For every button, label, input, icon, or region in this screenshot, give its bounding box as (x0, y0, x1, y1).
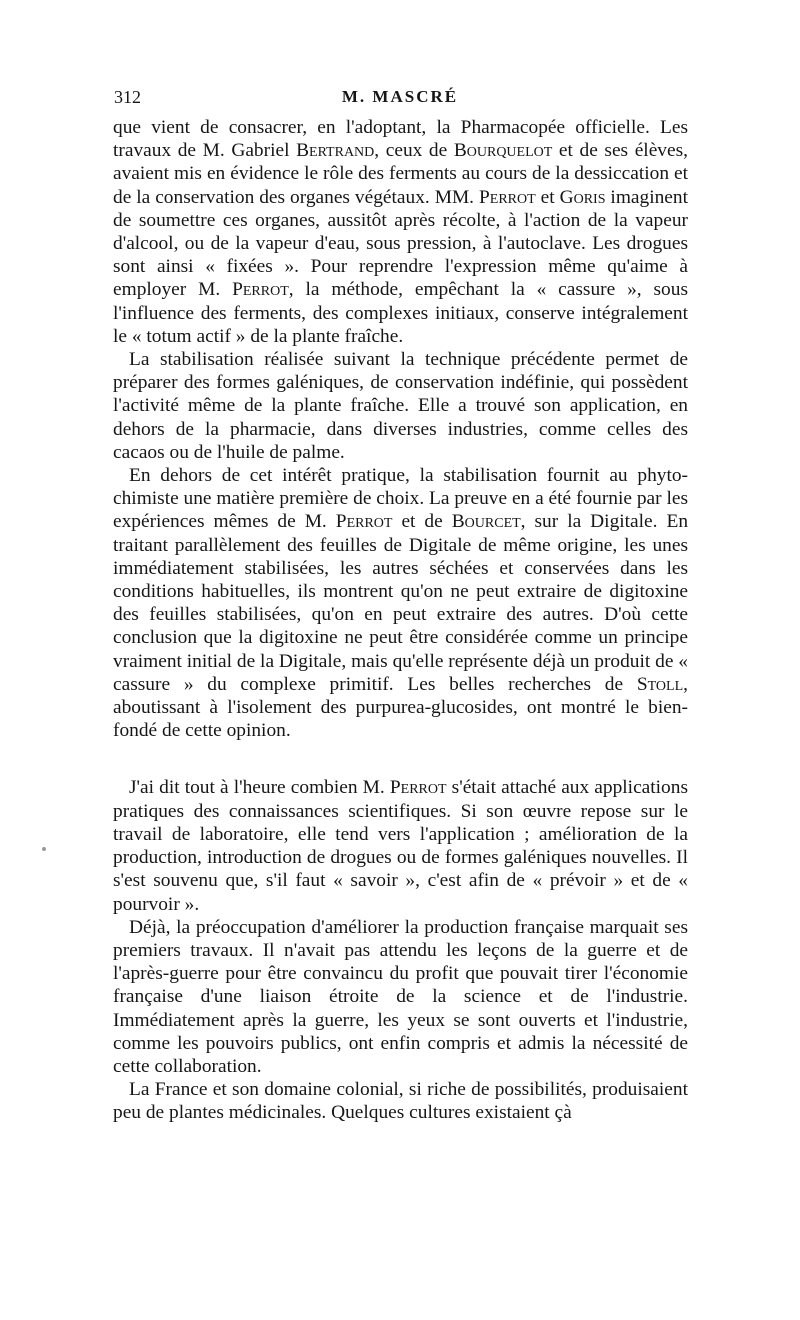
paragraph (113, 1078, 688, 1124)
author-name: Perrot (335, 511, 393, 533)
text-run: et de ses élèves, avaient mis en évidence le rôle des ferments au cours de la dessiccation et de la conservation des organes végétaux. MM. (113, 140, 688, 208)
running-title: M. MASCRÉ (341, 87, 459, 106)
text-run: s'était attaché aux applications pratiques des connaissances scientifiques. Si son œuvre repose sur le travail de laboratoire, elle tend vers l'application ; amélioration de la production, introduction de drogues ou de formes galéniques nouvelles. Il s'est souvenu que, s'il faut « savoir », c'est afin de « prévoir » et de « pourvoir ». (113, 777, 688, 915)
author-name: Stoll (636, 673, 684, 695)
text-run: et (535, 186, 560, 208)
author-name: Perrot (478, 186, 536, 208)
paragraph (113, 776, 688, 915)
text-run: imaginent de soumettre ces organes, aussitôt après récolte, à l'action de la vapeur d'alcool, ou de la vapeur d'eau, sous pression, à l'autoclave. Les drogues sont ainsi « fixées ». Pour reprendre l'expression même qu'aime à employer M. (113, 186, 688, 301)
author-name: Perrot (389, 777, 447, 799)
text-run: , sur la Digitale. En traitant parallèlement des feuilles de Digitale de même origine, les unes immédiatement stabilisées, les autres séchées et conservées dans les conditions habituelles, ils montrent qu'on ne peut extraire de digitoxine des feuilles stabilisées, qu'on en peut extraire des autres. D'où cette conclusion que la digitoxine ne peut être considérée comme un principe vraiment initial de la Digitale, mais qu'elle représente déjà un produit de « cassure » du complexe primitif. Les belles recherches de (113, 511, 689, 695)
text-run: Déjà, la préoccupation d'améliorer la production française marquait ses premiers travaux. Il n'avait pas attendu les leçons de la guerre et de l'après-guerre pour être convaincu du profit que pouvait tirer l'économie française d'une liaison étroite de la science et de l'industrie. Immédiatement après la guerre, les yeux se sont ouverts et l'industrie, comme les pouvoirs publics, ont enfin compris et admis la nécessité de cette collaboration. (113, 916, 688, 1077)
text-run: et de (392, 511, 452, 533)
body-text (113, 116, 688, 1125)
author-name: Bertrand (296, 140, 375, 162)
text-run: , aboutissant à l'isolement des purpurea-glucosides, ont montré le bien-fondé de cette opinion. (113, 673, 688, 742)
margin-speck (42, 847, 46, 851)
text-run: La France et son domaine colonial, si riche de possibilités, produisaient peu de plantes médicinales. Quelques cultures existaient çà (113, 1079, 688, 1124)
paragraph (113, 116, 688, 348)
page-header (114, 82, 686, 112)
text-run: que vient de consacrer, en l'adoptant, la Pharmacopée officielle. Les travaux de M. Gabriel (113, 117, 688, 162)
author-name: Perrot (232, 279, 289, 301)
text-run: En dehors de cet intérêt pratique, la stabilisation fournit au phyto-chimiste une matière première de choix. La preuve en a été fournie par les expériences mêmes de M. (113, 465, 688, 533)
text-run: , ceux de (374, 140, 454, 162)
author-name: Goris (559, 186, 606, 208)
paragraph (113, 348, 688, 464)
text-run: , la méthode, empêchant la « cassure », sous l'influence des ferments, des complexes initiaux, conserve intégralement le « totum actif » de la plante fraîche. (113, 279, 688, 347)
paragraph (113, 916, 688, 1078)
author-name: Bourcet (451, 511, 521, 533)
text-run: J'ai dit tout à l'heure combien M. (129, 777, 390, 799)
section-break (113, 742, 688, 776)
page-number: 312 (114, 87, 141, 107)
author-name: Bourquelot (453, 140, 553, 162)
text-run: La stabilisation réalisée suivant la technique précédente permet de préparer des formes galéniques, de conservation indéfinie, qui possèdent l'activité même de la plante fraîche. Elle a trouvé son application, en dehors de la pharmacie, dans diverses industries, comme celles des cacaos ou de l'huile de palme. (113, 349, 688, 463)
paragraph (113, 464, 688, 742)
